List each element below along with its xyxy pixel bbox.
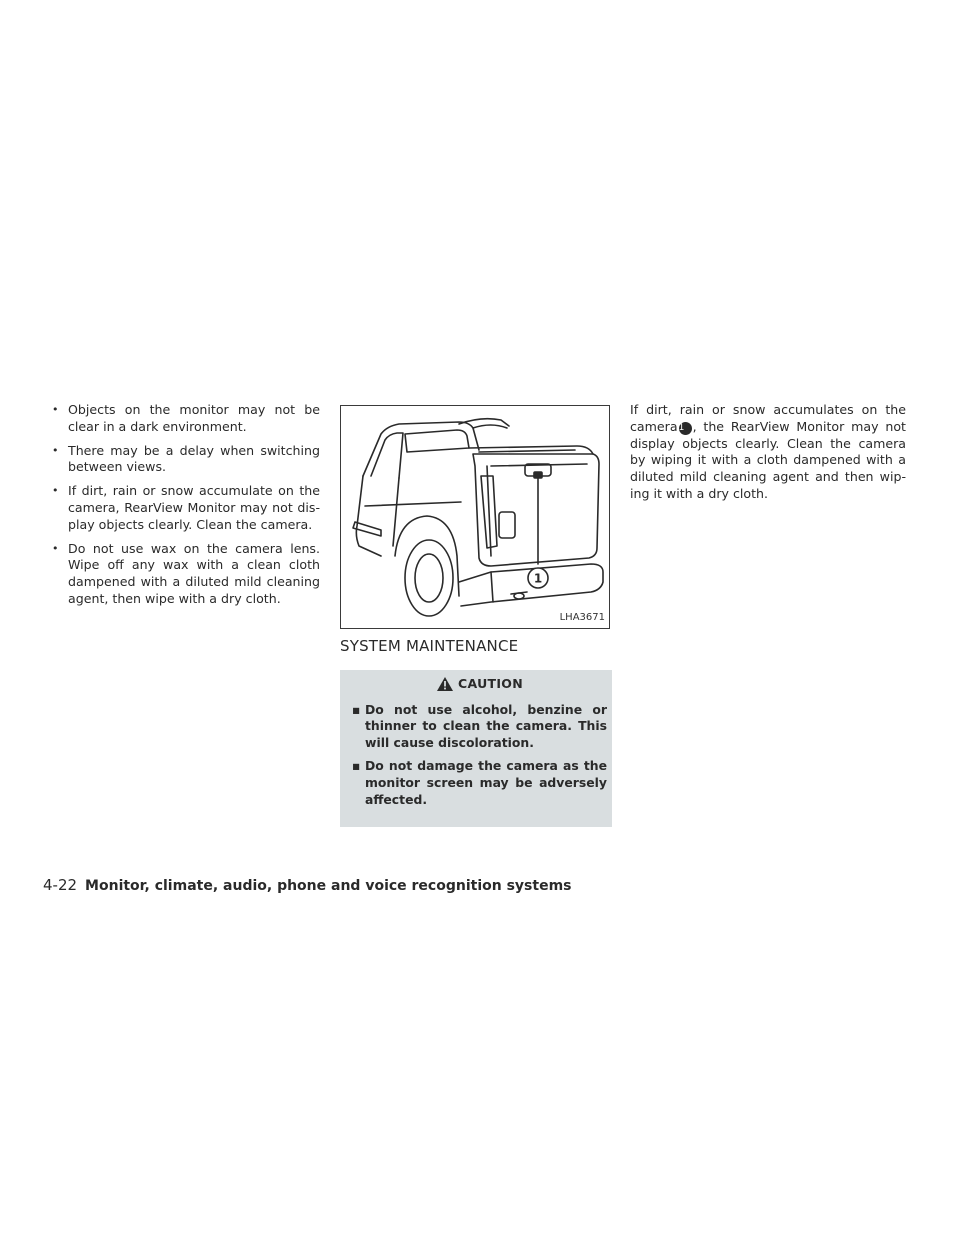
section-title: SYSTEM MAINTENANCE	[340, 637, 519, 655]
callout-marker: 1	[679, 422, 692, 435]
list-item: • Objects on the monitor may not be clear in a dark environment.	[47, 402, 320, 436]
list-item: • Do not use wax on the camera lens. Wipe off any wax with a clean cloth dampened with a diluted mild cleaning agent, then wipe with a dry cloth.	[47, 541, 320, 608]
truck-rear-camera-figure	[340, 405, 610, 629]
list-item: ▪ Do not use alcohol, benzine or thinner to clean the camera. This will cause discoloration.	[352, 702, 607, 752]
page-footer	[43, 876, 572, 894]
figure-code: LHA3671	[559, 612, 605, 624]
bullet-list	[47, 402, 320, 608]
caution-box	[340, 670, 612, 827]
caution-header	[352, 676, 607, 693]
chapter-title: Monitor, climate, audio, phone and voice recognition systems	[85, 878, 572, 894]
left-column	[47, 402, 320, 615]
paragraph-text: , the RearView Monitor may not display objects clearly. Clean the camera by wiping it with a cloth dampened with a diluted mild cleaning agent and then wip-ing it with a dry cloth.	[630, 418, 906, 501]
list-item: • If dirt, rain or snow accumulate on the camera, RearView Monitor may not dis-play objects clearly. Clean the camera.	[47, 483, 320, 533]
list-item: • There may be a delay when switching between views.	[47, 443, 320, 477]
maintenance-paragraph	[630, 402, 906, 503]
paragraph-text: If dirt, rain or snow accumulates on the camera	[630, 402, 906, 434]
callout-number: 1	[533, 571, 543, 586]
caution-title: CAUTION	[458, 675, 523, 691]
right-column	[630, 402, 906, 503]
warning-triangle-icon	[436, 676, 454, 692]
caution-list	[352, 702, 607, 809]
middle-column	[340, 405, 612, 827]
page-number: 4-22	[43, 876, 78, 894]
pickup-truck-illustration	[341, 406, 609, 628]
list-item: ▪ Do not damage the camera as the monitor screen may be adversely affected.	[352, 758, 607, 808]
